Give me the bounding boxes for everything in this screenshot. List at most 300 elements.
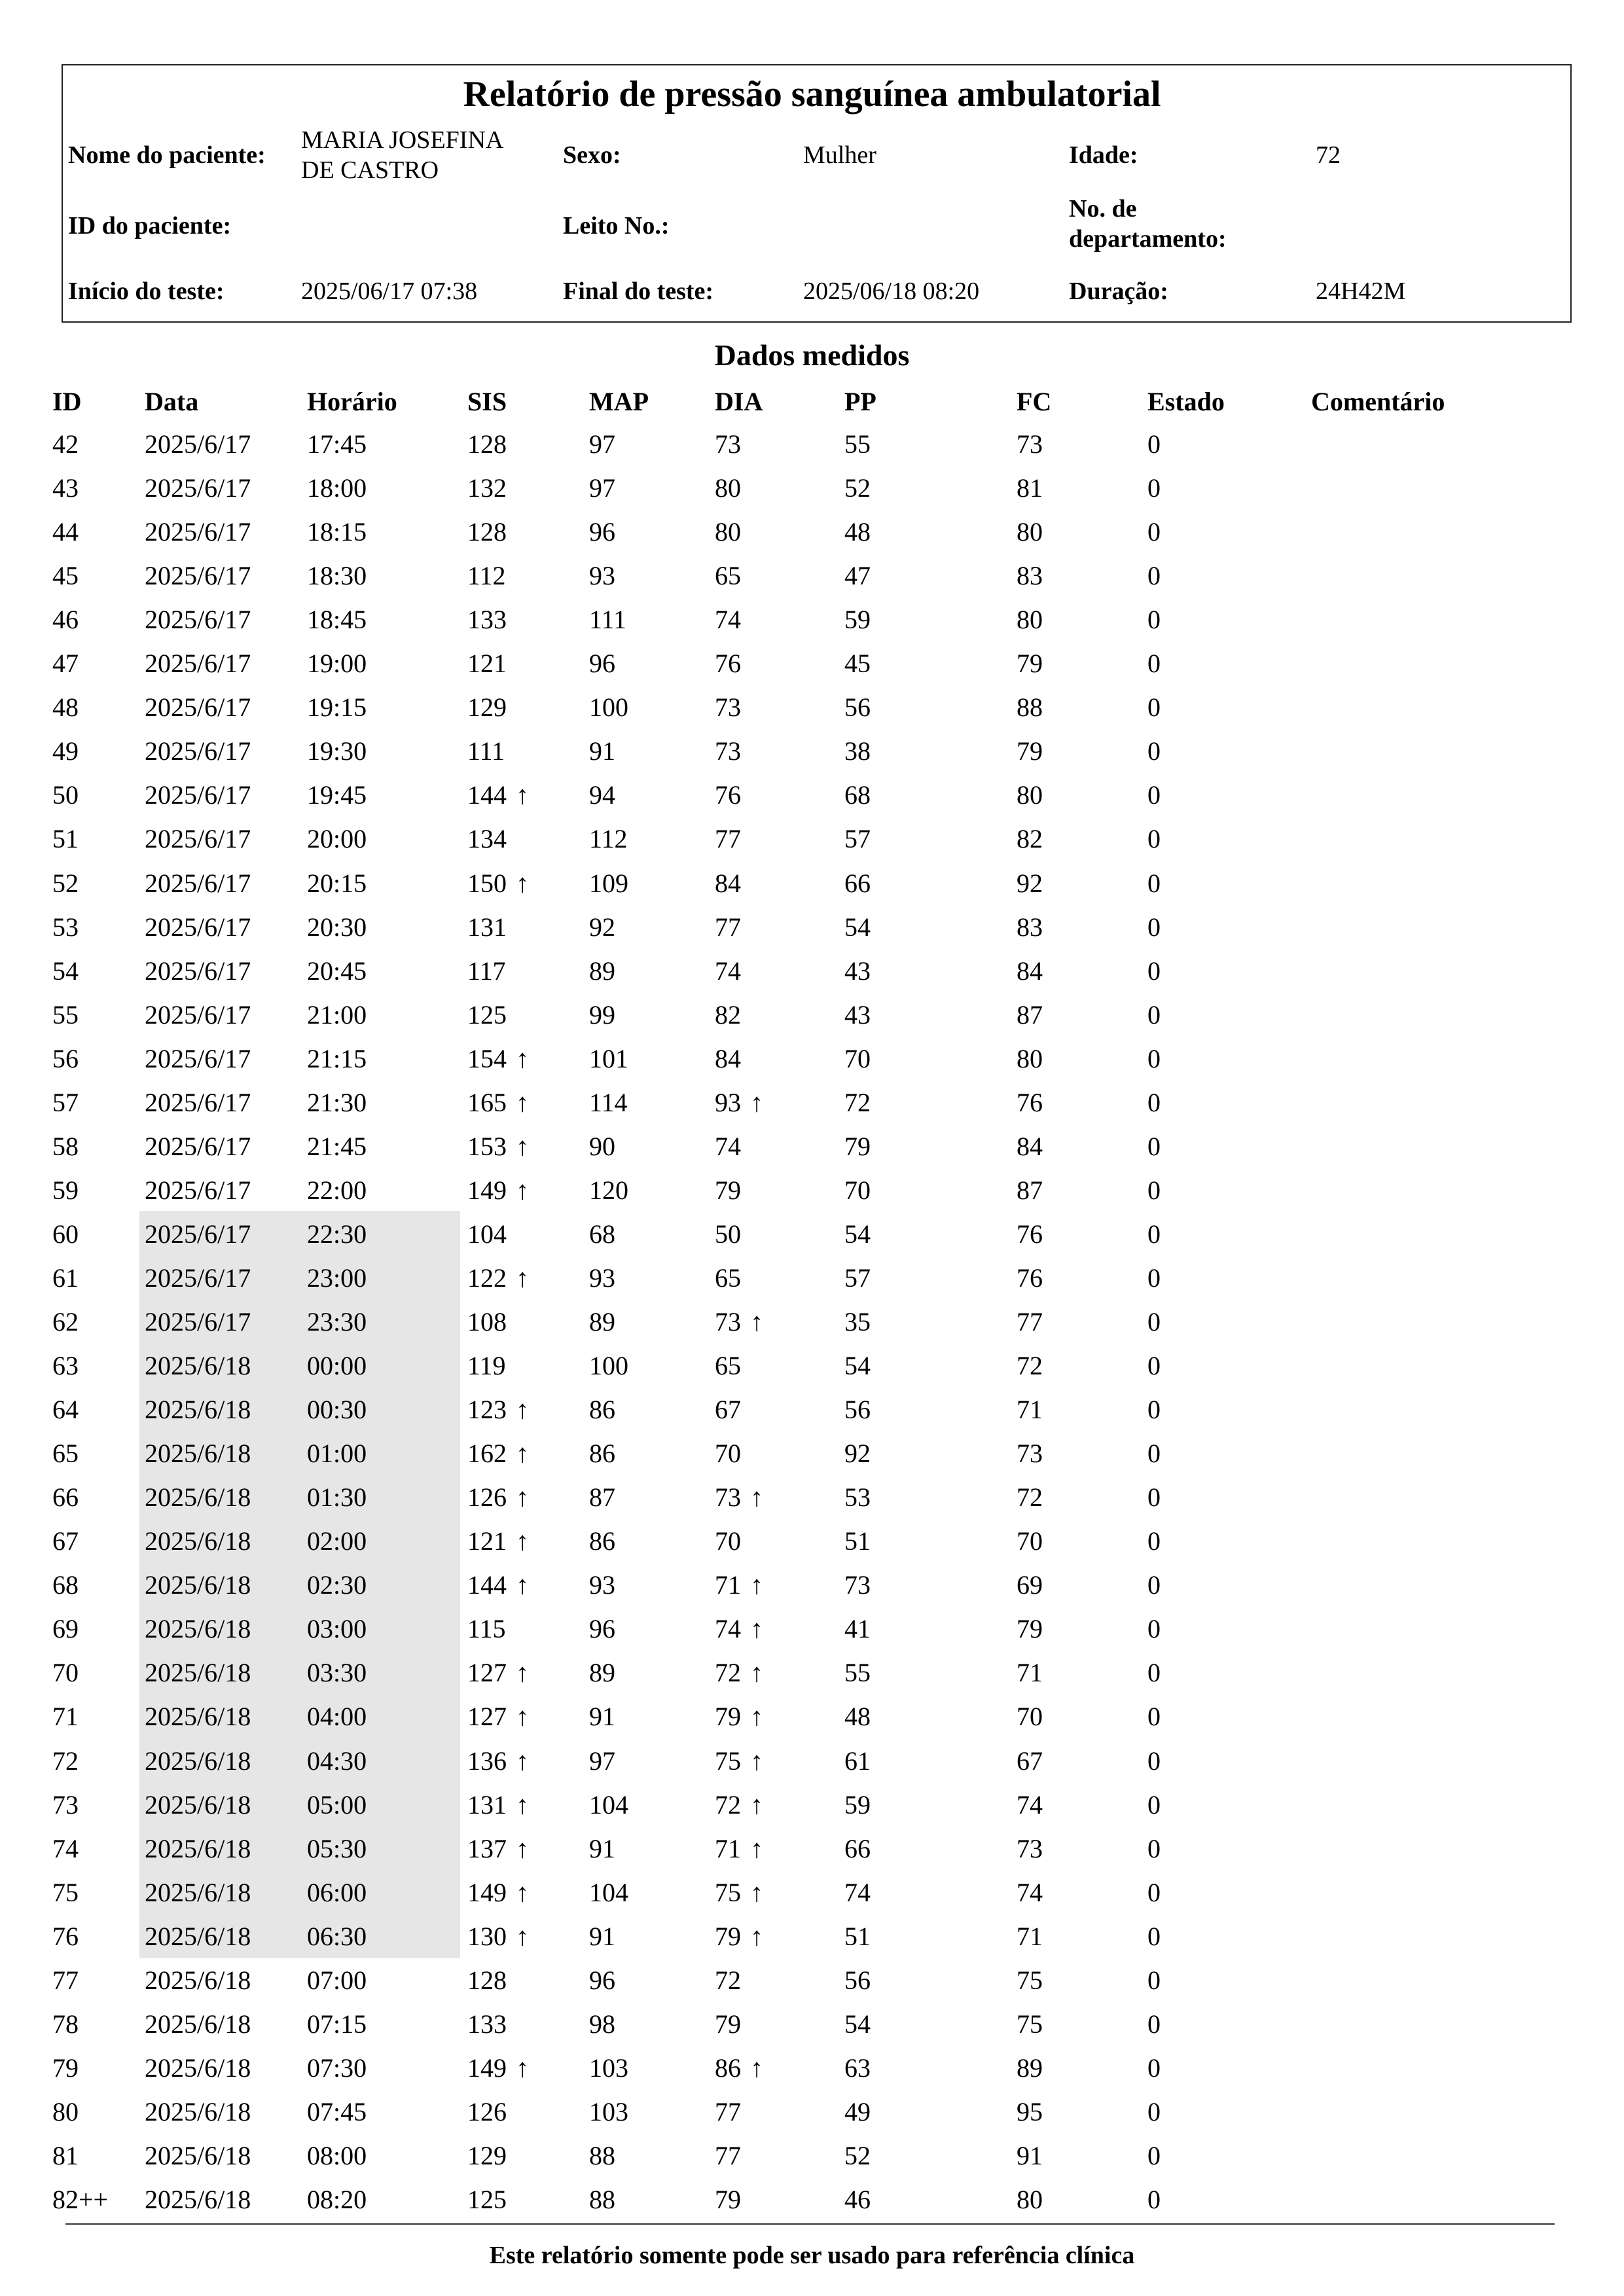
cell-state [1147,1871,1161,1914]
cell-time-value: 07:15 [307,2009,367,2039]
cell-fc [1017,2178,1043,2221]
cell-fc [1017,1431,1043,1475]
cell-fc-value: 83 [1017,561,1043,591]
cell-time [307,993,367,1037]
cell-date [145,2178,251,2221]
table-row [0,1037,1624,1081]
cell-time [307,1124,367,1168]
cell-date [145,1607,251,1651]
cell-dia [715,1519,741,1563]
cell-id [52,2134,79,2178]
cell-dia [715,1739,763,1783]
cell-time-value: 05:30 [307,1833,367,1863]
cell-fc-value: 70 [1017,1702,1043,1732]
cell-fc-value: 83 [1017,912,1043,942]
cell-state [1147,1431,1161,1475]
column-header-id: ID [52,387,82,416]
cell-time [307,1871,367,1914]
cell-date [145,1037,251,1081]
cell-pp [844,466,871,510]
cell-fc [1017,510,1043,554]
cell-state-value: 0 [1147,605,1161,635]
table-row [0,729,1624,773]
cell-date [145,1431,251,1475]
cell-state-value: 0 [1147,1965,1161,1995]
cell-state-value: 0 [1147,692,1161,723]
cell-map-value: 89 [589,956,615,986]
cell-sis [467,1958,507,2002]
cell-fc [1017,598,1043,641]
cell-map [589,1431,615,1475]
cell-pp [844,1871,871,1914]
elevated-arrow-icon: ↑ [750,1614,763,1644]
cell-fc [1017,1607,1043,1651]
cell-sis [467,1212,507,1256]
cell-time [307,1388,367,1431]
cell-fc-value: 72 [1017,1351,1043,1381]
cell-date [145,2002,251,2046]
cell-date-value: 2025/6/18 [145,2185,251,2214]
cell-fc [1017,729,1043,773]
table-row [0,993,1624,1037]
cell-id-value: 76 [52,1921,79,1951]
cell-map [589,466,615,510]
cell-pp [844,861,871,905]
cell-state-value: 0 [1147,1833,1161,1863]
cell-id-value: 51 [52,824,79,854]
cell-state [1147,2090,1161,2134]
cell-state [1147,993,1161,1037]
cell-map-value: 86 [589,1526,615,1556]
table-row [0,1475,1624,1519]
cell-map-value: 91 [589,736,615,766]
cell-state-value: 0 [1147,1263,1161,1293]
cell-date-value: 2025/6/17 [145,473,251,503]
cell-time-value: 07:45 [307,2096,367,2126]
cell-state [1147,554,1161,598]
cell-time-value: 06:30 [307,1921,367,1951]
cell-map-value: 93 [589,1570,615,1600]
cell-time [307,422,367,466]
cell-dia [715,1081,763,1124]
column-header-map: MAP [589,387,649,416]
cell-state [1147,1124,1161,1168]
cell-state [1147,1563,1161,1607]
cell-pp [844,1212,871,1256]
cell-id-value: 68 [52,1570,79,1600]
cell-date [145,1344,251,1388]
cell-date-value: 2025/6/17 [145,1131,251,1161]
cell-pp [844,554,871,598]
test-start-label: Início do teste: [68,278,225,305]
cell-id [52,1563,79,1607]
cell-sis-value: 131 [467,1789,507,1820]
cell-state-value: 0 [1147,1351,1161,1381]
cell-state-value: 0 [1147,1789,1161,1820]
cell-pp [844,993,871,1037]
cell-state [1147,2046,1161,2090]
cell-pp-value: 56 [844,692,871,723]
cell-date-value: 2025/6/18 [145,2009,251,2039]
cell-id-value: 55 [52,999,79,1030]
cell-state [1147,1607,1161,1651]
cell-state-value: 0 [1147,824,1161,854]
cell-time-value: 18:00 [307,473,367,503]
cell-time-value: 19:30 [307,736,367,766]
table-row [0,466,1624,510]
cell-pp [844,1124,871,1168]
cell-time-value: 20:00 [307,824,367,854]
cell-sis-value: 128 [467,429,507,459]
cell-dia [715,2002,741,2046]
table-row [0,1124,1624,1168]
cell-dia-value: 73 [715,692,741,723]
cell-time-value: 08:00 [307,2140,367,2170]
cell-dia [715,773,741,817]
cell-map [589,1739,615,1783]
cell-fc [1017,1212,1043,1256]
cell-fc [1017,773,1043,817]
cell-sis-value: 119 [467,1351,506,1381]
cell-sis-value: 117 [467,956,506,986]
cell-sis-value: 133 [467,2009,507,2039]
cell-pp [844,1388,871,1431]
elevated-arrow-icon: ↑ [516,1263,529,1293]
test-end-value: 2025/06/18 08:20 [803,278,980,305]
column-header-pp: PP [844,387,876,416]
elevated-arrow-icon: ↑ [516,1087,529,1117]
cell-map-value: 94 [589,780,615,810]
cell-id-value: 52 [52,868,79,898]
cell-sis-value: 134 [467,824,507,854]
cell-id-value: 57 [52,1087,79,1117]
cell-sis [467,1431,529,1475]
cell-date-value: 2025/6/17 [145,1087,251,1117]
cell-time-value: 19:45 [307,780,367,810]
cell-date [145,905,251,949]
report-title: Relatório de pressão sanguínea ambulatorial [463,74,1161,115]
cell-fc-value: 95 [1017,2096,1043,2126]
cell-id [52,554,79,598]
cell-sis [467,510,507,554]
cell-state [1147,1958,1161,2002]
elevated-arrow-icon: ↑ [516,868,529,898]
cell-time-value: 04:30 [307,1746,367,1776]
cell-map-value: 120 [589,1175,628,1205]
cell-sis [467,1081,529,1124]
cell-sis [467,1739,529,1783]
cell-dia [715,949,741,993]
cell-sis [467,554,506,598]
cell-time [307,2002,367,2046]
cell-state [1147,466,1161,510]
elevated-arrow-icon: ↑ [516,2053,529,2083]
cell-map [589,2046,628,2090]
table-row [0,905,1624,949]
cell-id [52,1695,79,1738]
cell-map-value: 104 [589,1877,628,1907]
cell-id-value: 42 [52,429,79,459]
cell-state [1147,817,1161,861]
cell-dia [715,1563,763,1607]
cell-pp [844,685,871,729]
cell-sis-value: 128 [467,517,507,547]
cell-pp-value: 52 [844,2140,871,2170]
cell-time [307,1256,367,1300]
cell-dia [715,1475,763,1519]
cell-dia-value: 70 [715,1526,741,1556]
cell-date-value: 2025/6/18 [145,1570,251,1600]
cell-sis-value: 108 [467,1307,507,1336]
cell-sis [467,598,507,641]
cell-pp [844,1783,871,1827]
cell-dia [715,466,741,510]
cell-map [589,598,626,641]
cell-sis [467,1695,529,1738]
cell-pp [844,1914,871,1958]
cell-dia [715,1695,763,1738]
cell-pp [844,1695,871,1738]
cell-sis-value: 129 [467,2140,507,2170]
cell-time-value: 18:45 [307,605,367,635]
cell-dia [715,2178,741,2221]
elevated-arrow-icon: ↑ [750,1702,763,1732]
elevated-arrow-icon: ↑ [516,1482,529,1513]
cell-pp-value: 54 [844,1351,871,1381]
cell-dia-value: 74 [715,605,741,635]
cell-pp [844,2002,871,2046]
cell-fc [1017,905,1043,949]
cell-pp-value: 63 [844,2053,871,2083]
elevated-arrow-icon: ↑ [750,1833,763,1863]
table-row [0,598,1624,641]
elevated-arrow-icon: ↑ [750,1658,763,1688]
cell-sis [467,949,506,993]
cell-state-value: 0 [1147,517,1161,547]
cell-id-value: 61 [52,1263,79,1293]
cell-map-value: 96 [589,1965,615,1995]
cell-date [145,1256,251,1300]
cell-map [589,1827,615,1871]
cell-sis [467,993,507,1037]
cell-fc [1017,949,1043,993]
cell-fc-value: 79 [1017,1614,1043,1644]
elevated-arrow-icon: ↑ [750,1877,763,1907]
cell-pp [844,1958,871,2002]
elevated-arrow-icon: ↑ [516,1043,529,1073]
cell-time-value: 23:30 [307,1307,367,1336]
cell-state [1147,685,1161,729]
cell-time [307,554,367,598]
cell-state [1147,773,1161,817]
cell-dia-value: 79 [715,2185,741,2214]
cell-state-value: 0 [1147,1746,1161,1776]
cell-date [145,1081,251,1124]
cell-id [52,1783,79,1827]
cell-date-value: 2025/6/18 [145,1614,251,1644]
cell-date-value: 2025/6/17 [145,1175,251,1205]
cell-fc-value: 89 [1017,2053,1043,2083]
cell-map [589,993,615,1037]
cell-time [307,2090,367,2134]
cell-fc [1017,1037,1043,1081]
cell-map [589,1168,628,1212]
cell-id [52,1519,79,1563]
cell-state-value: 0 [1147,649,1161,679]
cell-state [1147,1081,1161,1124]
cell-fc [1017,1168,1043,1212]
cell-map [589,1475,615,1519]
elevated-arrow-icon: ↑ [516,1658,529,1688]
cell-map [589,1958,615,2002]
cell-map [589,1651,615,1695]
cell-pp-value: 70 [844,1043,871,1073]
cell-id-value: 54 [52,956,79,986]
table-row [0,1431,1624,1475]
cell-fc-value: 80 [1017,605,1043,635]
cell-dia [715,993,741,1037]
cell-pp-value: 66 [844,1833,871,1863]
cell-pp [844,1607,871,1651]
cell-date [145,554,251,598]
patient-name-label: Nome do paciente: [68,141,266,169]
cell-map-value: 88 [589,2140,615,2170]
cell-dia [715,1958,741,2002]
cell-dia [715,729,741,773]
cell-dia-value: 72 [715,1965,741,1995]
cell-id [52,1388,79,1431]
cell-pp-value: 59 [844,1789,871,1820]
cell-time [307,1651,367,1695]
cell-id-value: 46 [52,605,79,635]
elevated-arrow-icon: ↑ [516,1789,529,1820]
cell-state-value: 0 [1147,2096,1161,2126]
cell-fc-value: 74 [1017,1789,1043,1820]
cell-time [307,2046,367,2090]
elevated-arrow-icon: ↑ [516,1526,529,1556]
cell-pp-value: 43 [844,999,871,1030]
cell-sis [467,2134,507,2178]
cell-state [1147,1300,1161,1344]
cell-map [589,1607,615,1651]
cell-time-value: 21:15 [307,1043,367,1073]
cell-pp [844,1081,871,1124]
cell-sis-value: 125 [467,2185,507,2214]
column-header-sis: SIS [467,387,507,416]
cell-time [307,949,367,993]
cell-id [52,1914,79,1958]
table-row [0,2134,1624,2178]
column-header-fc: FC [1017,387,1052,416]
cell-pp-value: 54 [844,912,871,942]
cell-dia-value: 75 [715,1877,741,1907]
cell-pp-value: 45 [844,649,871,679]
cell-fc [1017,1344,1043,1388]
cell-state-value: 0 [1147,1307,1161,1336]
cell-dia-value: 73 [715,1482,741,1513]
cell-pp-value: 51 [844,1921,871,1951]
cell-dia [715,1388,741,1431]
cell-fc-value: 72 [1017,1482,1043,1513]
cell-sis [467,1914,529,1958]
cell-date [145,1871,251,1914]
cell-pp [844,1431,871,1475]
cell-map [589,685,628,729]
cell-id-value: 59 [52,1175,79,1205]
cell-date [145,773,251,817]
cell-date [145,641,251,685]
cell-time-value: 17:45 [307,429,367,459]
cell-id-value: 63 [52,1351,79,1381]
cell-fc-value: 91 [1017,2140,1043,2170]
cell-time-value: 01:30 [307,1482,367,1513]
cell-date-value: 2025/6/17 [145,1219,251,1249]
cell-state [1147,1695,1161,1738]
cell-date-value: 2025/6/17 [145,956,251,986]
cell-id [52,1124,79,1168]
cell-fc [1017,2002,1043,2046]
cell-pp-value: 43 [844,956,871,986]
cell-pp-value: 79 [844,1131,871,1161]
cell-fc-value: 92 [1017,868,1043,898]
cell-map-value: 87 [589,1482,615,1513]
cell-state-value: 0 [1147,1921,1161,1951]
cell-fc-value: 82 [1017,824,1043,854]
cell-dia-value: 77 [715,912,741,942]
cell-dia-value: 74 [715,956,741,986]
cell-id [52,861,79,905]
cell-fc-value: 75 [1017,2009,1043,2039]
cell-time [307,1563,367,1607]
elevated-arrow-icon: ↑ [750,1921,763,1951]
cell-time [307,1695,367,1738]
cell-state [1147,1344,1161,1388]
cell-date [145,1563,251,1607]
cell-sis [467,1344,506,1388]
cell-pp [844,1344,871,1388]
cell-pp-value: 66 [844,868,871,898]
cell-pp [844,1256,871,1300]
cell-id-value: 60 [52,1219,79,1249]
cell-sis-value: 149 [467,2053,507,2083]
cell-dia-value: 72 [715,1789,741,1820]
cell-dia [715,1914,763,1958]
cell-state [1147,1475,1161,1519]
cell-state [1147,422,1161,466]
cell-map-value: 89 [589,1658,615,1688]
cell-dia-value: 75 [715,1746,741,1776]
cell-dia [715,1607,763,1651]
cell-fc-value: 75 [1017,1965,1043,1995]
cell-map [589,861,628,905]
cell-id-value: 62 [52,1307,79,1336]
cell-state-value: 0 [1147,2053,1161,2083]
cell-id [52,2046,79,2090]
cell-pp-value: 92 [844,1439,871,1469]
cell-state [1147,510,1161,554]
cell-map [589,1124,615,1168]
cell-state-value: 0 [1147,956,1161,986]
cell-map [589,1563,615,1607]
cell-date-value: 2025/6/18 [145,1789,251,1820]
cell-id-value: 71 [52,1702,79,1732]
elevated-arrow-icon: ↑ [516,780,529,810]
cell-date-value: 2025/6/18 [145,1921,251,1951]
cell-state-value: 0 [1147,1614,1161,1644]
cell-state-value: 0 [1147,999,1161,1030]
department-label-line1: No. de [1069,195,1137,223]
elevated-arrow-icon: ↑ [750,2053,763,2083]
